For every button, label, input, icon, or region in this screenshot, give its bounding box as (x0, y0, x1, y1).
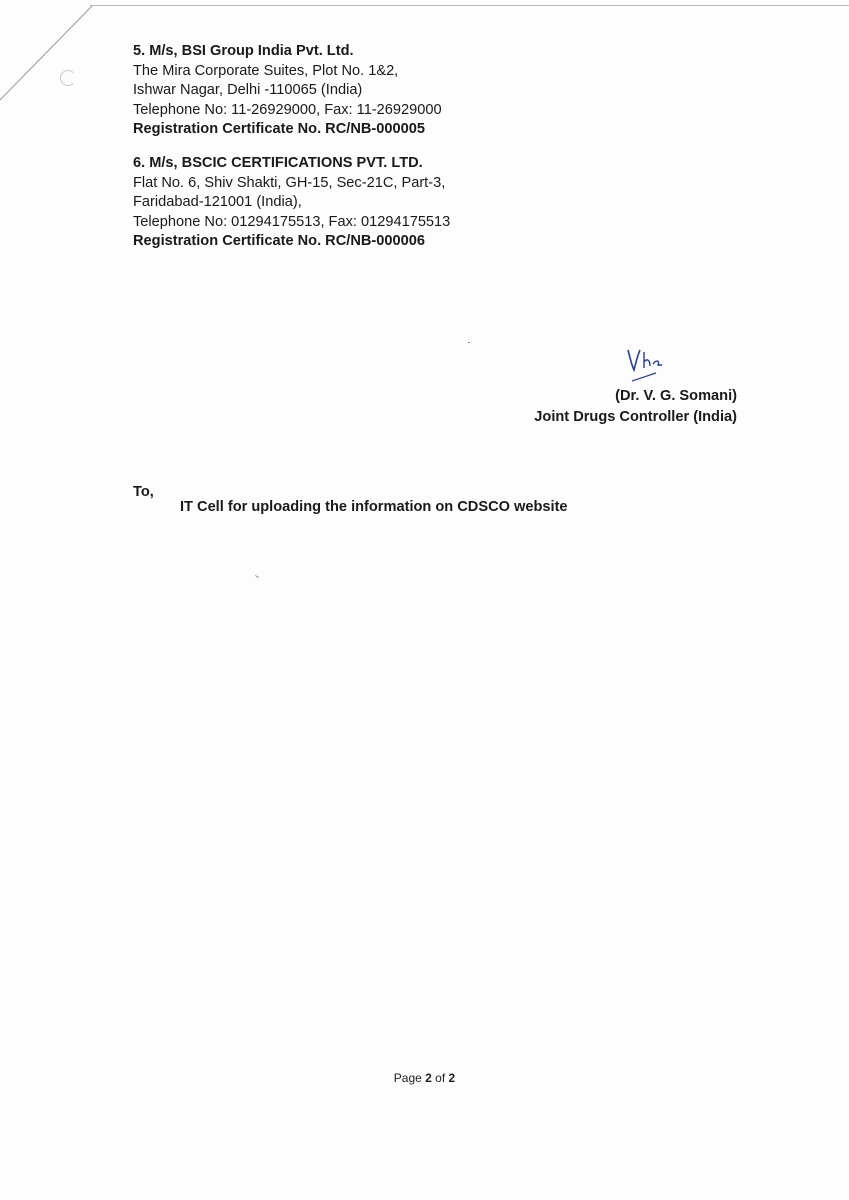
scan-speck (468, 342, 470, 343)
entry-heading: 5. M/s, BSI Group India Pvt. Ltd. (133, 43, 354, 59)
address-line: The Mira Corporate Suites, Plot No. 1&2, (133, 62, 399, 79)
page-of: of (431, 1071, 449, 1085)
page-total: 2 (448, 1071, 456, 1085)
notified-body-entry-6 (133, 154, 450, 252)
folded-corner-shadow (0, 0, 100, 110)
contact-line: Telephone No: 01294175513, Fax: 01294175513 (133, 213, 451, 230)
signatory-block (534, 386, 737, 427)
scan-edge (90, 5, 849, 6)
address-line: Faridabad-121001 (India), (133, 194, 302, 210)
contact-line: Telephone No: 11-26929000, Fax: 11-26929000 (133, 101, 442, 118)
addressee-text: IT Cell for uploading the information on CDSCO website (180, 499, 568, 515)
handwritten-signature (620, 344, 680, 384)
signatory-designation: Joint Drugs Controller (India) (534, 408, 737, 425)
signatory-name: (Dr. V. G. Somani) (615, 388, 737, 404)
registration-certificate: Registration Certificate No. RC/NB-000005 (133, 121, 425, 137)
address-line: Flat No. 6, Shiv Shakti, GH-15, Sec-21C, Part-3, (133, 174, 446, 191)
page-current: 2 (425, 1071, 432, 1085)
entry-heading: 6. M/s, BSCIC CERTIFICATIONS PVT. LTD. (133, 155, 423, 171)
page-number (0, 1071, 849, 1085)
address-line: Ishwar Nagar, Delhi -110065 (India) (133, 82, 363, 98)
addressee-salutation: To, (133, 484, 154, 500)
registration-certificate: Registration Certificate No. RC/NB-000006 (133, 233, 425, 249)
page-prefix: Page (393, 1071, 426, 1085)
scan-speck (255, 575, 259, 578)
notified-body-entry-5 (133, 42, 442, 140)
punch-hole-mark (60, 70, 76, 86)
